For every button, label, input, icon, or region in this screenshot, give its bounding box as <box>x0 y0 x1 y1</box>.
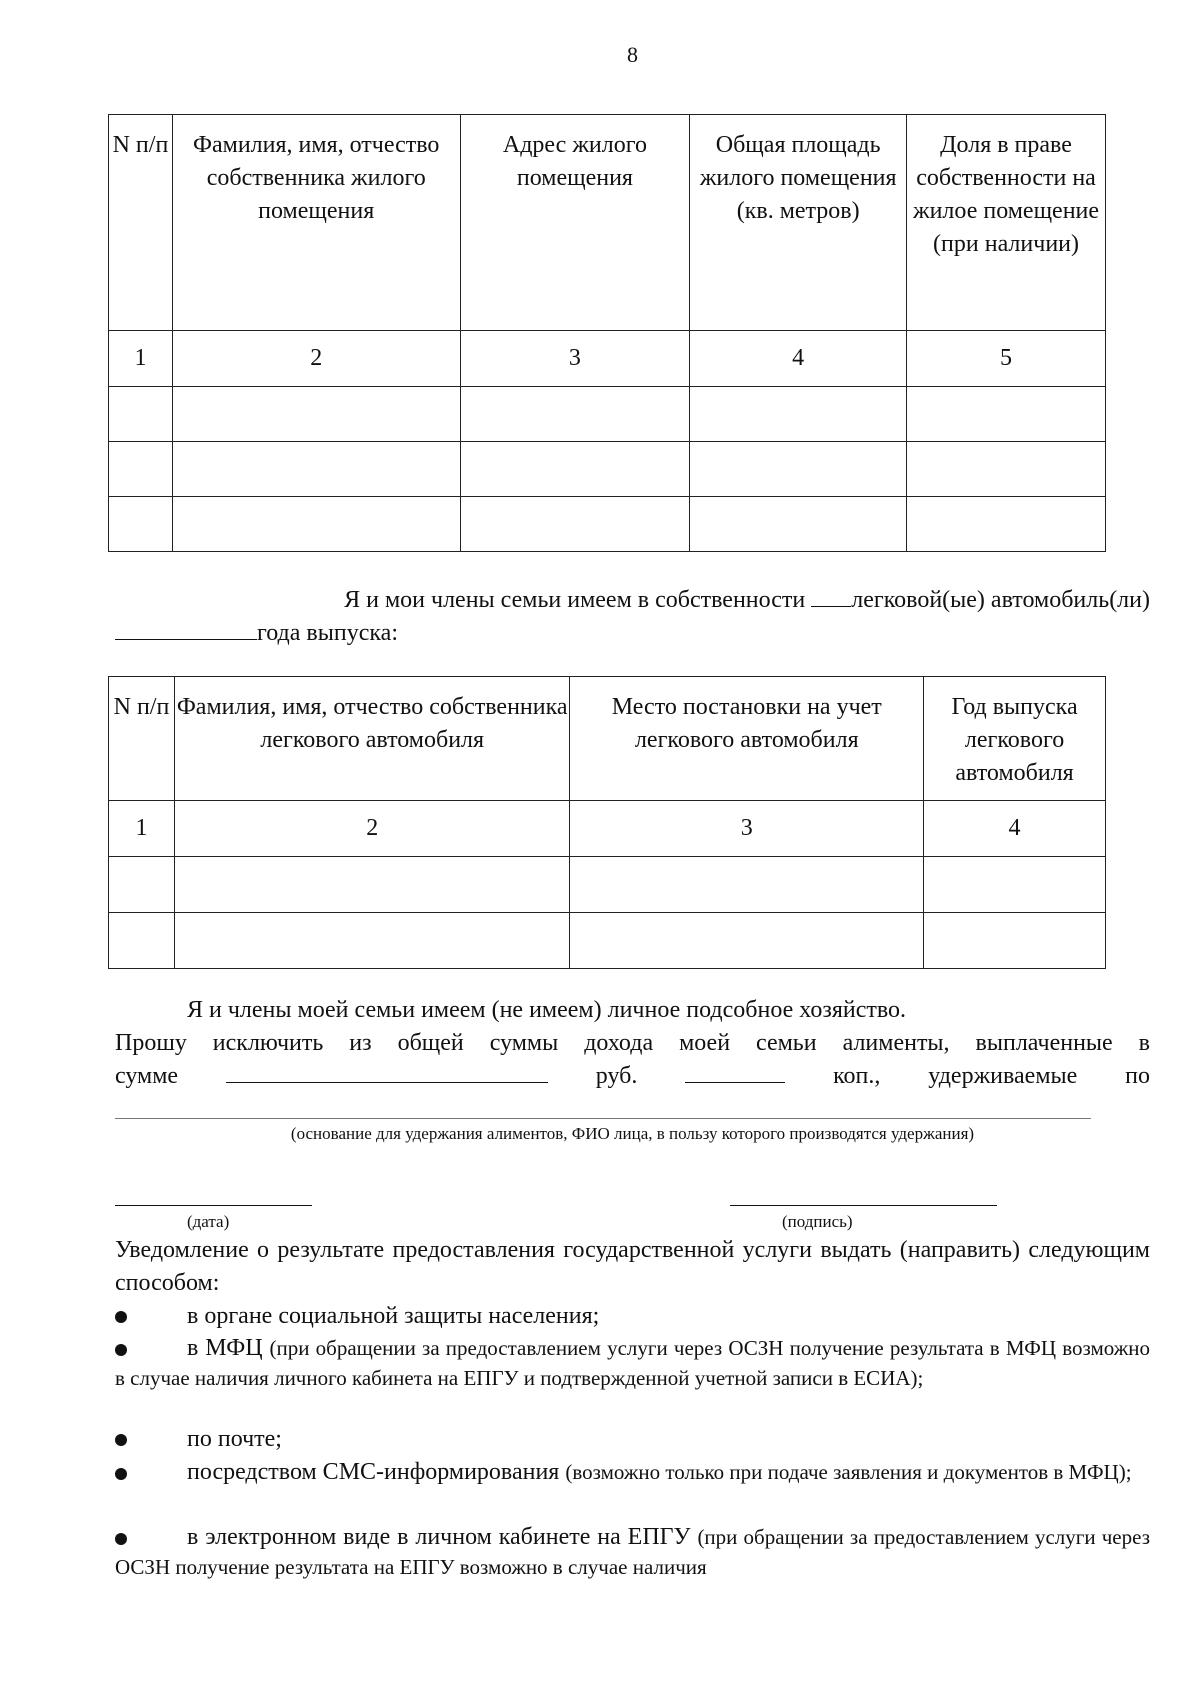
col-number: 3 <box>570 801 924 857</box>
col-number: 2 <box>172 331 460 387</box>
signature-caption: (подпись) <box>782 1212 853 1231</box>
car-count-blank[interactable] <box>811 584 851 607</box>
table-cell[interactable] <box>690 387 907 442</box>
car-paragraph-line2 <box>115 617 1150 650</box>
col-header-registration-place: Место постановки на учет легкового автомобиля <box>570 677 924 801</box>
notice-intro: Уведомление о результате предоставления государственной услуги выдать (направить) следующим способом: <box>115 1237 1150 1296</box>
col-number: 4 <box>924 801 1106 857</box>
table-row <box>109 442 1106 497</box>
notice-option-mfc <box>115 1333 1150 1393</box>
column-number-row <box>109 801 1106 857</box>
table-cell[interactable] <box>109 497 173 552</box>
alimony-line2 <box>115 1060 1150 1093</box>
alimony-rub-blank[interactable] <box>226 1060 548 1083</box>
col-header-year: Год выпуска легкового автомобиля <box>924 677 1106 801</box>
table-cell[interactable] <box>907 387 1106 442</box>
notice-option-electronic <box>115 1522 1150 1582</box>
table-cell[interactable] <box>172 442 460 497</box>
table-cell[interactable] <box>907 497 1106 552</box>
col-number: 1 <box>109 331 173 387</box>
notice-option-post <box>115 1423 1150 1456</box>
bullet-icon <box>115 1468 127 1480</box>
table-cell[interactable] <box>109 387 173 442</box>
table-cell[interactable] <box>907 442 1106 497</box>
table-row <box>109 857 1106 913</box>
table-header-row <box>109 115 1106 331</box>
option-text: по почте; <box>187 1426 282 1452</box>
alimony-kop-blank[interactable] <box>685 1060 785 1083</box>
table-row <box>109 387 1106 442</box>
table-row <box>109 497 1106 552</box>
table-cell[interactable] <box>924 857 1106 913</box>
option-text: в электронном виде в личном кабинете на ЕПГУ <box>187 1524 691 1550</box>
table-cell[interactable] <box>109 857 175 913</box>
option-note: (при обращении за предоставлением услуги через ОСЗН получение результата на ЕПГУ возможно в случае наличия <box>115 1525 1151 1579</box>
signature-line[interactable] <box>730 1205 997 1206</box>
table-row <box>109 913 1106 969</box>
bullet-icon <box>115 1311 127 1323</box>
table-header-row <box>109 677 1106 801</box>
housing-table <box>108 114 1106 552</box>
farm-paragraph: Я и члены моей семьи имеем (не имеем) личное подсобное хозяйство. <box>187 997 907 1023</box>
table-cell[interactable] <box>174 913 570 969</box>
bullet-icon <box>115 1434 127 1446</box>
col-number: 4 <box>690 331 907 387</box>
alimony-basis-caption: (основание для удержания алиментов, ФИО лица, в пользу которого производятся удержания) <box>290 1124 975 1143</box>
table-cell[interactable] <box>172 387 460 442</box>
alimony-kop: коп., <box>833 1063 881 1089</box>
table-cell[interactable] <box>460 387 690 442</box>
column-number-row <box>109 331 1106 387</box>
page-number: 8 <box>627 42 638 67</box>
alimony-po: по <box>1125 1063 1150 1089</box>
bullet-icon <box>115 1533 127 1545</box>
table-cell[interactable] <box>924 913 1106 969</box>
option-note: (при обращении за предоставлением услуги через ОСЗН получение результата в МФЦ возможно в случае наличия личного кабинета на ЕПГУ и подтвержденной учетной записи в ЕСИА); <box>115 1336 1150 1390</box>
table-cell[interactable] <box>460 442 690 497</box>
table-cell[interactable] <box>570 857 924 913</box>
col-header-address: Адрес жилого помещения <box>460 115 690 331</box>
table-cell[interactable] <box>109 913 175 969</box>
col-number: 2 <box>174 801 570 857</box>
table-cell[interactable] <box>109 442 173 497</box>
car-paragraph-line1 <box>115 584 1150 617</box>
car-year-blank[interactable] <box>115 617 257 640</box>
car-text-b: легковой(ые) автомобиль(ли) <box>851 587 1150 613</box>
date-line[interactable] <box>115 1205 312 1206</box>
car-text-a: Я и мои члены семьи имеем в собственности <box>344 587 806 613</box>
col-header-area: Общая площадь жилого помещения (кв. метров) <box>690 115 907 331</box>
option-text: в органе социальной защиты населения; <box>187 1303 600 1329</box>
alimony-basis-line[interactable] <box>115 1118 1091 1119</box>
col-number: 1 <box>109 801 175 857</box>
col-header-share: Доля в праве собственности на жилое помещение (при наличии) <box>907 115 1106 331</box>
bullet-icon <box>115 1344 127 1356</box>
col-header-owner-name: Фамилия, имя, отчество собственника жилого помещения <box>172 115 460 331</box>
alimony-rub: руб. <box>595 1063 638 1089</box>
alimony-line1: Прошу исключить из общей суммы дохода моей семьи алименты, выплаченные в <box>115 1030 1150 1056</box>
option-text: посредством СМС-информирования <box>187 1459 560 1485</box>
table-cell[interactable] <box>690 497 907 552</box>
col-number: 5 <box>907 331 1106 387</box>
table-cell[interactable] <box>690 442 907 497</box>
notice-option-sms <box>115 1457 1150 1487</box>
table-cell[interactable] <box>174 857 570 913</box>
car-text-year: года выпуска: <box>257 620 398 646</box>
alimony-sum-word: сумме <box>115 1063 179 1089</box>
col-header-number: N п/п <box>109 115 173 331</box>
alimony-held: удерживаемые <box>928 1063 1078 1089</box>
date-caption: (дата) <box>187 1212 230 1231</box>
table-cell[interactable] <box>570 913 924 969</box>
col-header-owner-name: Фамилия, имя, отчество собственника легкового автомобиля <box>174 677 570 801</box>
cars-table <box>108 676 1106 969</box>
notice-option-social-protection <box>115 1300 1150 1333</box>
option-text: в МФЦ <box>187 1335 263 1361</box>
option-note: (возможно только при подаче заявления и документов в МФЦ); <box>565 1460 1132 1484</box>
table-cell[interactable] <box>460 497 690 552</box>
col-header-number: N п/п <box>109 677 175 801</box>
col-number: 3 <box>460 331 690 387</box>
table-cell[interactable] <box>172 497 460 552</box>
